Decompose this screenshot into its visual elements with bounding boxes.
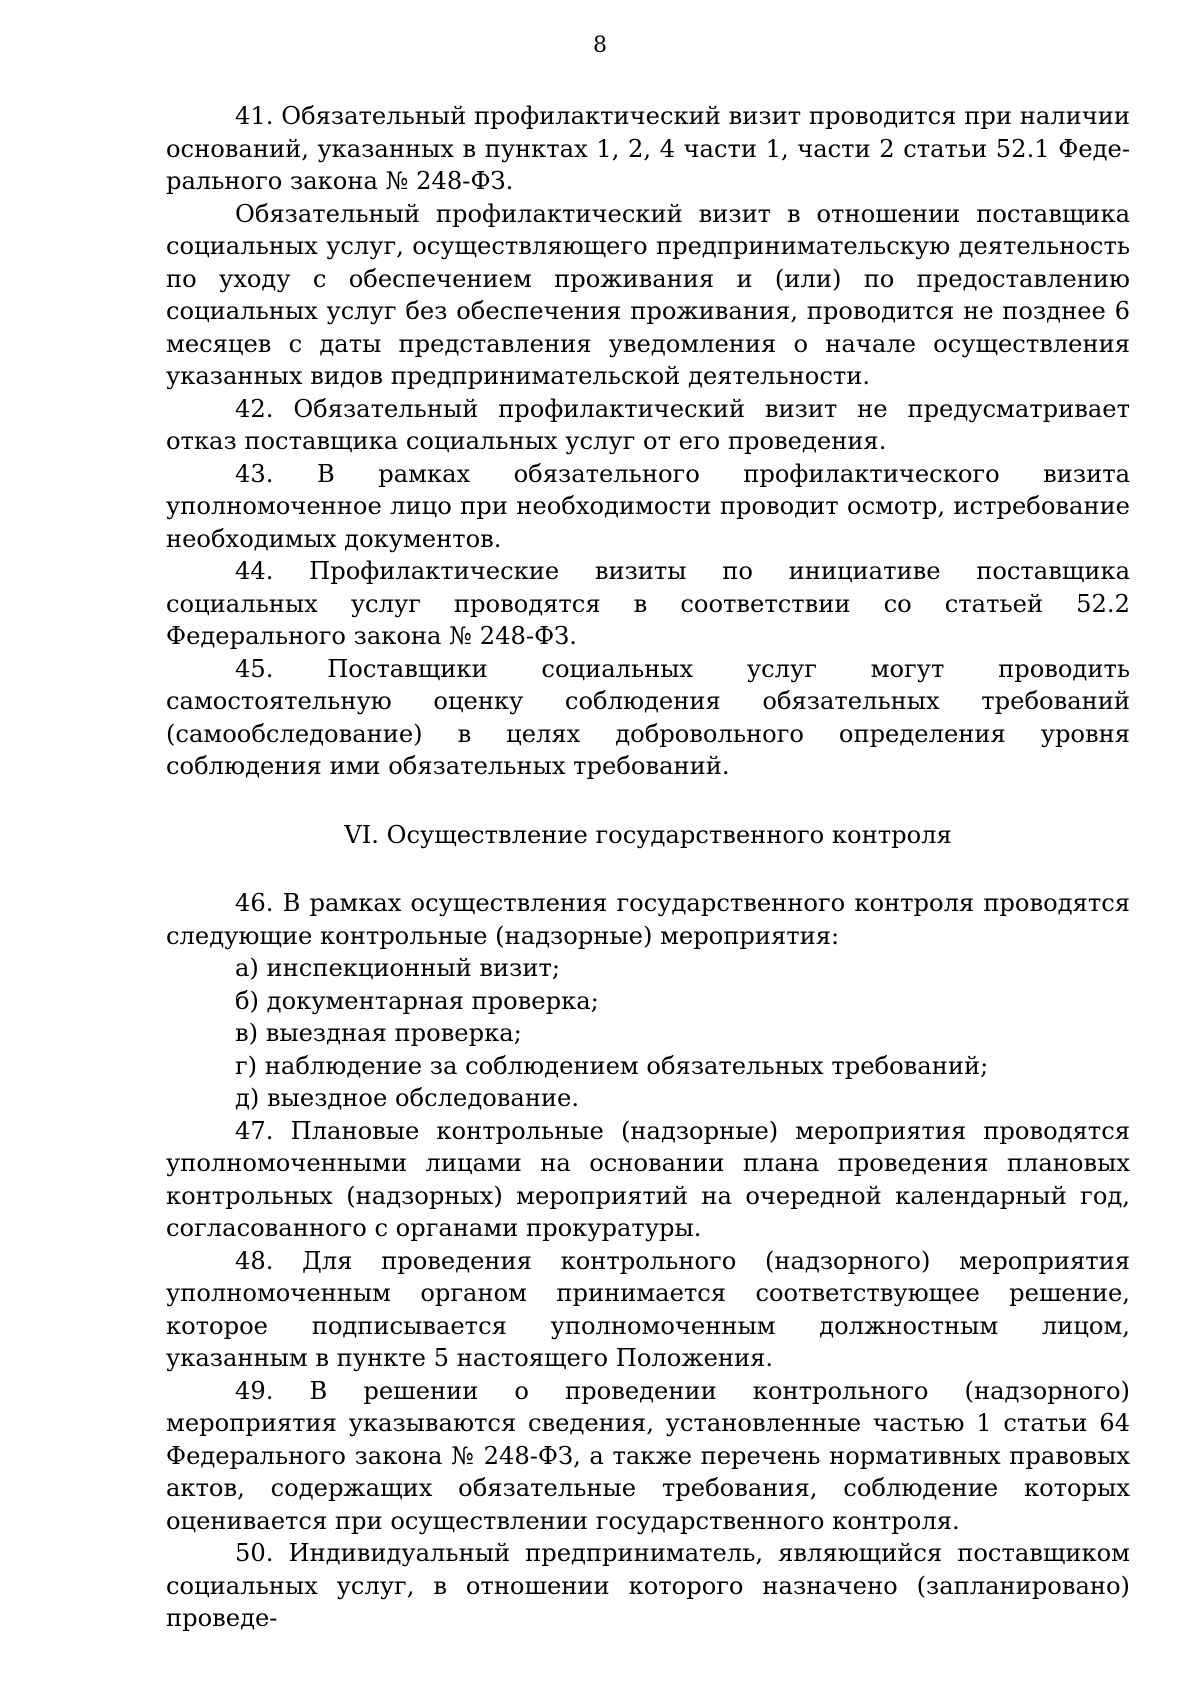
list-item-d: г) наблюдение за соблюдением обязательных требований;	[235, 1051, 989, 1080]
paragraph-43: 43. В рамках обязательного профилактического визита уполномоченное лицо при необходимости проводит осмотр, истребование необходимых документов.	[166, 459, 1130, 553]
paragraph-48: 48. Для проведения контрольного (надзорного) мероприятия уполномоченным органом принимается соответствующее решение, которое подписывается уполномоченным должностным лицом, указанным в пункте 5 настоящего Положения.	[166, 1246, 1130, 1372]
paragraph-44: 44. Профилактические визиты по инициативе поставщика социальных услуг проводятся в соответствии со статьей 52.2 Федерального закона № 248-ФЗ.	[166, 557, 1130, 650]
section-heading: VI. Осуществление государственного контроля	[344, 820, 952, 849]
list-item-b: б) документарная проверка;	[235, 986, 599, 1015]
paragraph-41: 41. Обязательный профилактический визит проводится при наличии оснований, указанных в пунктах 1, 2, 4 части 1, части 2 статьи 52.1 Федерального закона № 248-ФЗ.	[166, 102, 1130, 195]
paragraph-47: 47. Плановые контрольные (надзорные) мероприятия проводятся уполномоченными лицами на основании плана проведения плановых контрольных (надзорных) мероприятий на очередной календарный год, согласованного с органами прокуратуры.	[166, 1116, 1130, 1242]
list-item-a: а) инспекционный визит;	[235, 954, 561, 982]
paragraph-46: 46. В рамках осуществления государственного контроля проводятся следующие контрольные (надзорные) мероприятия:	[166, 889, 1130, 950]
paragraph-41-continued: Обязательный профилактический визит в отношении поставщика социальных услуг, осуществляющего предпринимательскую деятельность по уходу с обеспечением проживания и (или) по предоставлению социальных услуг без обеспечения проживания, проводится не позднее 6 месяцев с даты представления уведомления о начале осуществления указанных видов предпринимательской деятельности.	[166, 199, 1130, 390]
paragraph-50: 50. Индивидуальный предприниматель, являющийся поставщиком социальных услуг, в отношении которого назначено (запланировано) проведе-	[166, 1539, 1130, 1632]
paragraph-42: 42. Обязательный профилактический визит не предусматривает отказ поставщика социальных услуг от его проведения.	[166, 394, 1130, 455]
page-number: 8	[593, 33, 607, 58]
document-body	[166, 100, 1130, 1635]
list-item-e: д) выездное обследование.	[235, 1084, 580, 1112]
paragraph-49: 49. В решении о проведении контрольного (надзорного) мероприятия указываются сведения, установленные частью 1 статьи 64 Федерального закона № 248-ФЗ, а также перечень нормативных правовых актов, содержащих обязательные требования, соблюдение которых оценивается при осуществлении государственного контроля.	[166, 1376, 1130, 1535]
paragraph-45: 45. Поставщики социальных услуг могут проводить самостоятельную оценку соблюдения обязательных требований (самообследование) в целях добровольного определения уровня соблюдения ими обязательных требований.	[166, 654, 1130, 780]
list-item-c: в) выездная проверка;	[235, 1019, 522, 1047]
